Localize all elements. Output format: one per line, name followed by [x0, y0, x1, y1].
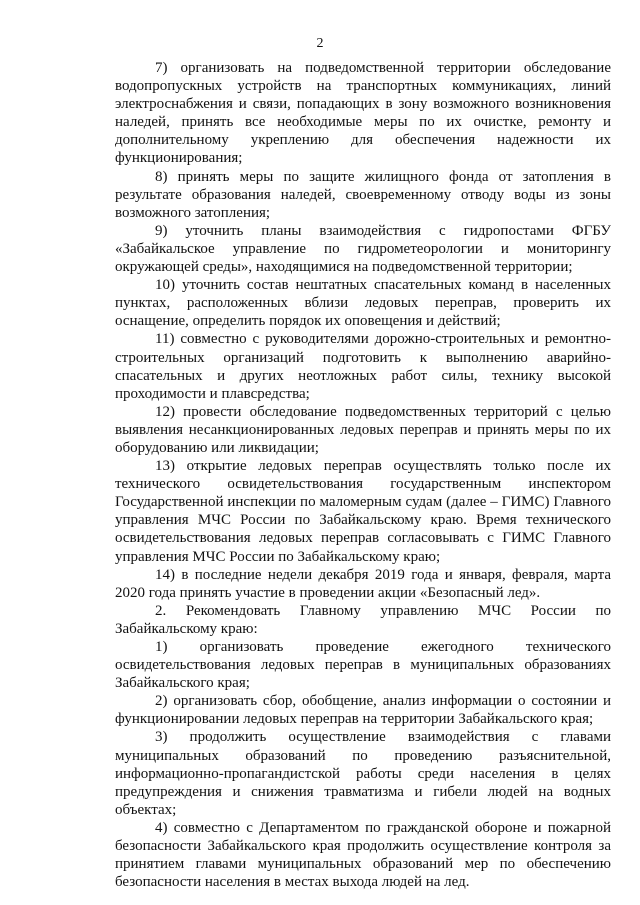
section-2-item-3: 3) продолжить осуществление взаимодействия с главами муниципальных образований по проведению разъяснительной, информационно-пропагандистской работы среди населения в целях предупреждения и снижения травматизма и гибели людей на водных объектах;: [115, 729, 611, 818]
document-body: [115, 59, 611, 891]
section-2-heading: 2. Рекомендовать Главному управлению МЧС России по Забайкальскому краю:: [115, 602, 611, 637]
paragraph-item-9: 9) уточнить планы взаимодействия с гидропостами ФГБУ «Забайкальское управление по гидрометеорологии и мониторингу окружающей среды», находящимися на подведомственной территории;: [115, 222, 611, 276]
paragraph-item-11: 11) совместно с руководителями дорожно-строительных и ремонтно-строительных организаций подготовить к выполнению аварийно-спасательных и других неотложных работ силы, технику высокой проходимости и плавсредства;: [115, 331, 611, 402]
paragraph-item-10: 10) уточнить состав нештатных спасательных команд в населенных пунктах, расположенных вблизи ледовых переправ, проверить их оснащение, определить порядок их оповещения и действий;: [115, 277, 611, 330]
paragraph-item-7: 7) организовать на подведомственной территории обследование водопропускных устройств на транспортных коммуникациях, линий электроснабжения и связи, попадающих в зону возможного возникновения наледей, принять все необходимые меры по их очистке, ремонту и дополнительному укреплению для обеспечения надежности их функционирования;: [115, 60, 611, 167]
paragraph-item-14: 14) в последние недели декабря 2019 года и января, февраля, марта 2020 года принять участие в проведении акции «Безопасный лед».: [115, 566, 611, 601]
section-2-item-2: 2) организовать сбор, обобщение, анализ информации о состоянии и функционировании ледовых переправ на территории Забайкальского края;: [115, 693, 611, 728]
section-2-item-4: 4) совместно с Департаментом по гражданской обороне и пожарной безопасности Забайкальского края продолжить осуществление контроля за принятием главами муниципальных образований мер по обеспечению безопасности населения в местах выхода людей на лед.: [115, 819, 611, 891]
paragraph-item-8: 8) принять меры по защите жилищного фонда от затопления в результате образования наледей, своевременному отводу воды из зоны возможного затопления;: [115, 168, 611, 221]
section-2-item-1: 1) организовать проведение ежегодного технического освидетельствования ледовых переправ в муниципальных образованиях Забайкальского края;: [115, 639, 611, 692]
page-number: 2: [316, 36, 324, 51]
paragraph-item-12: 12) провести обследование подведомственных территорий с целью выявления несанкционированных ледовых переправ и принять меры по их оборудованию или ликвидации;: [115, 403, 611, 456]
paragraph-item-13: 13) открытие ледовых переправ осуществлять только после их технического освидетельствования государственным инспектором Государственной инспекции по маломерным судам (далее – ГИМС) Главного управления МЧС России по Забайкальскому краю. Время технического освидетельствования ледовых переправ согласовывать с ГИМС Главного управления МЧС России по Забайкальскому краю;: [115, 458, 611, 565]
